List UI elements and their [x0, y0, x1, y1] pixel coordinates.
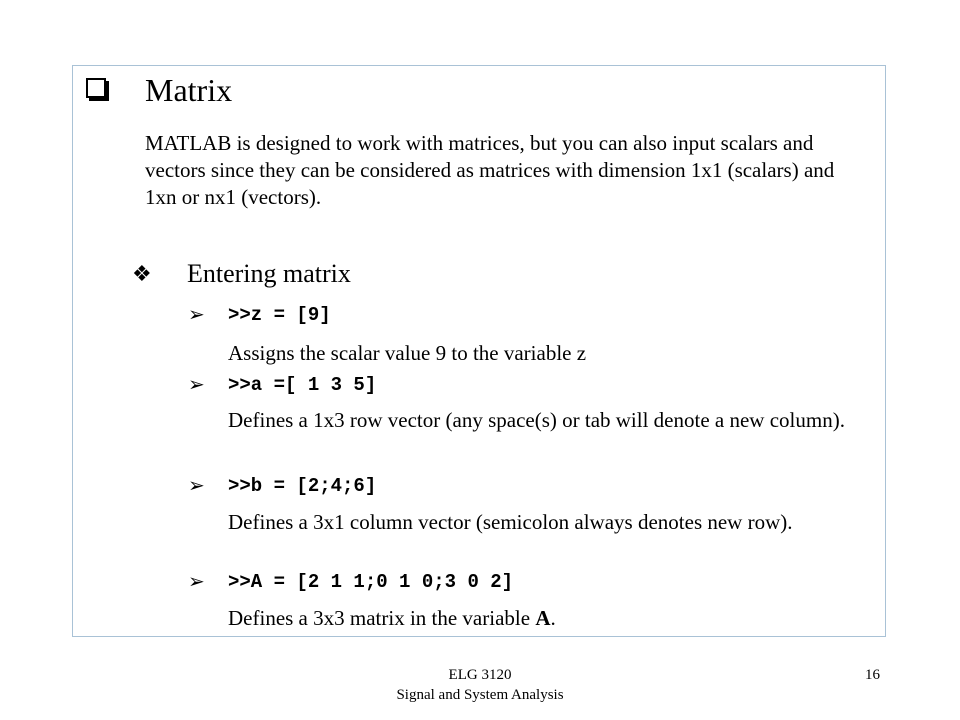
- section-subtitle: Entering matrix: [187, 259, 351, 288]
- intro-paragraph: MATLAB is designed to work with matrices, but you can also input scalars and vectors since they can be considered as matrices with dimension 1x1 (scalars) and 1xn or nx1 (vectors).: [145, 131, 835, 209]
- diamond-bullet-icon: ❖: [132, 261, 152, 286]
- code-line: >>A = [2 1 1;0 1 0;3 0 2]: [228, 571, 514, 593]
- slide-title: Matrix: [145, 72, 233, 108]
- variable-name: A: [535, 606, 551, 630]
- code-line: >>b = [2;4;6]: [228, 475, 377, 497]
- arrow-bullet-icon: ➢: [188, 374, 205, 396]
- arrow-bullet-icon: ➢: [188, 571, 205, 593]
- page-number: 16: [865, 667, 880, 683]
- code-description: Defines a 3x3 matrix in the variable A.: [228, 606, 556, 630]
- code-description: Defines a 3x1 column vector (semicolon always denotes new row).: [228, 510, 793, 534]
- code-description: Defines a 1x3 row vector (any space(s) or tab will denote a new column).: [228, 408, 845, 432]
- code-description: Assigns the scalar value 9 to the variable z: [228, 341, 587, 365]
- code-line: >>z = [9]: [228, 304, 331, 326]
- footer-course: ELG 3120: [448, 667, 512, 683]
- arrow-bullet-icon: ➢: [188, 304, 205, 326]
- code-line: >>a =[ 1 3 5]: [228, 374, 377, 396]
- footer-subtitle: Signal and System Analysis: [396, 687, 564, 703]
- square-bullet-icon: [86, 78, 106, 98]
- arrow-bullet-icon: ➢: [188, 475, 205, 497]
